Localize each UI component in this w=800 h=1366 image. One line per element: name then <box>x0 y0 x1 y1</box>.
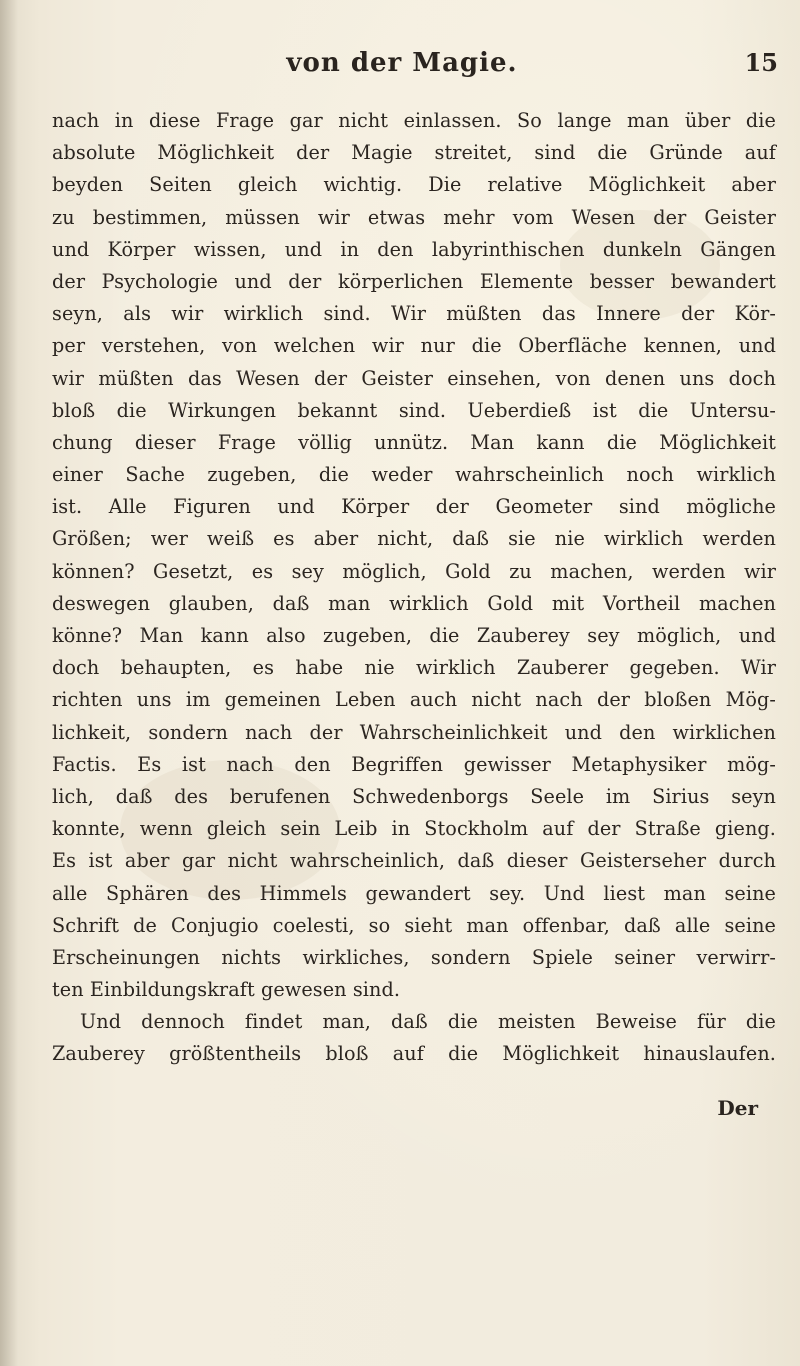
text-line: richten uns im gemeinen Leben auch nicht nach der bloßen Mög- <box>52 688 776 712</box>
text-line: Schrift de Conjugio coelesti, so sieht man offenbar, daß alle seine <box>52 913 776 937</box>
text-line: absolute Möglichkeit der Magie streitet, sind die Gründe auf <box>52 141 776 165</box>
text-line: der Psychologie und der körperlichen Elemente besser bewandert <box>52 269 776 293</box>
running-head <box>62 48 782 88</box>
text-line: Erscheinungen nichts wirkliches, sondern Spiele seiner verwirr- <box>52 945 776 969</box>
text-line: ist. Alle Figuren und Körper der Geometer sind mögliche <box>52 495 776 519</box>
text-line: Größen; wer weiß es aber nicht, daß sie nie wirklich werden <box>52 527 776 551</box>
text-line: Factis. Es ist nach den Begriffen gewisser Metaphysiker mög- <box>52 752 776 776</box>
spine-shadow <box>0 0 18 1366</box>
running-head-title: von der Magie. <box>286 48 518 78</box>
text-line: doch behaupten, es habe nie wirklich Zauberer gegeben. Wir <box>52 656 776 680</box>
text-line: deswegen glauben, daß man wirklich Gold mit Vortheil machen <box>52 591 776 615</box>
text-line: per verstehen, von welchen wir nur die Oberfläche kennen, und <box>52 334 776 358</box>
text-line: bloß die Wirkungen bekannt sind. Ueberdieß ist die Untersu- <box>52 398 776 422</box>
text-line: Es ist aber gar nicht wahrscheinlich, daß dieser Geisterseher durch <box>52 849 776 873</box>
text-line: konnte, wenn gleich sein Leib in Stockholm auf der Straße gieng. <box>52 817 776 841</box>
text-line: chung dieser Frage völlig unnütz. Man kann die Möglichkeit <box>52 430 776 454</box>
text-line: wir müßten das Wesen der Geister einsehen, von denen uns doch <box>52 366 776 390</box>
body-text <box>52 105 776 1071</box>
text-line: lich, daß des berufenen Schwedenborgs Seele im Sirius seyn <box>52 784 776 808</box>
text-line: Und dennoch findet man, daß die meisten Beweise für die <box>80 1010 776 1034</box>
page-number: 15 <box>744 48 778 77</box>
text-line: ten Einbildungskraft gewesen sind. <box>52 978 401 1002</box>
catchword: Der <box>717 1096 758 1120</box>
text-line: einer Sache zugeben, die weder wahrscheinlich noch wirklich <box>52 463 776 487</box>
text-line: Zauberey größtentheils bloß auf die Möglichkeit hinauslaufen. <box>52 1042 776 1066</box>
text-line: alle Sphären des Himmels gewandert sey. Und liest man seine <box>52 881 776 905</box>
text-line: seyn, als wir wirklich sind. Wir müßten das Innere der Kör- <box>52 302 776 326</box>
text-line: nach in diese Frage gar nicht einlassen. So lange man über die <box>52 109 776 132</box>
text-line: und Körper wissen, und in den labyrinthischen dunkeln Gängen <box>52 237 776 261</box>
text-line: beyden Seiten gleich wichtig. Die relative Möglichkeit aber <box>52 173 776 197</box>
text-line: zu bestimmen, müssen wir etwas mehr vom Wesen der Geister <box>52 205 776 229</box>
text-line: können? Gesetzt, es sey möglich, Gold zu machen, werden wir <box>52 559 776 583</box>
text-line: lichkeit, sondern nach der Wahrscheinlichkeit und den wirklichen <box>52 720 776 744</box>
text-line: könne? Man kann also zugeben, die Zauberey sey möglich, und <box>52 624 776 647</box>
